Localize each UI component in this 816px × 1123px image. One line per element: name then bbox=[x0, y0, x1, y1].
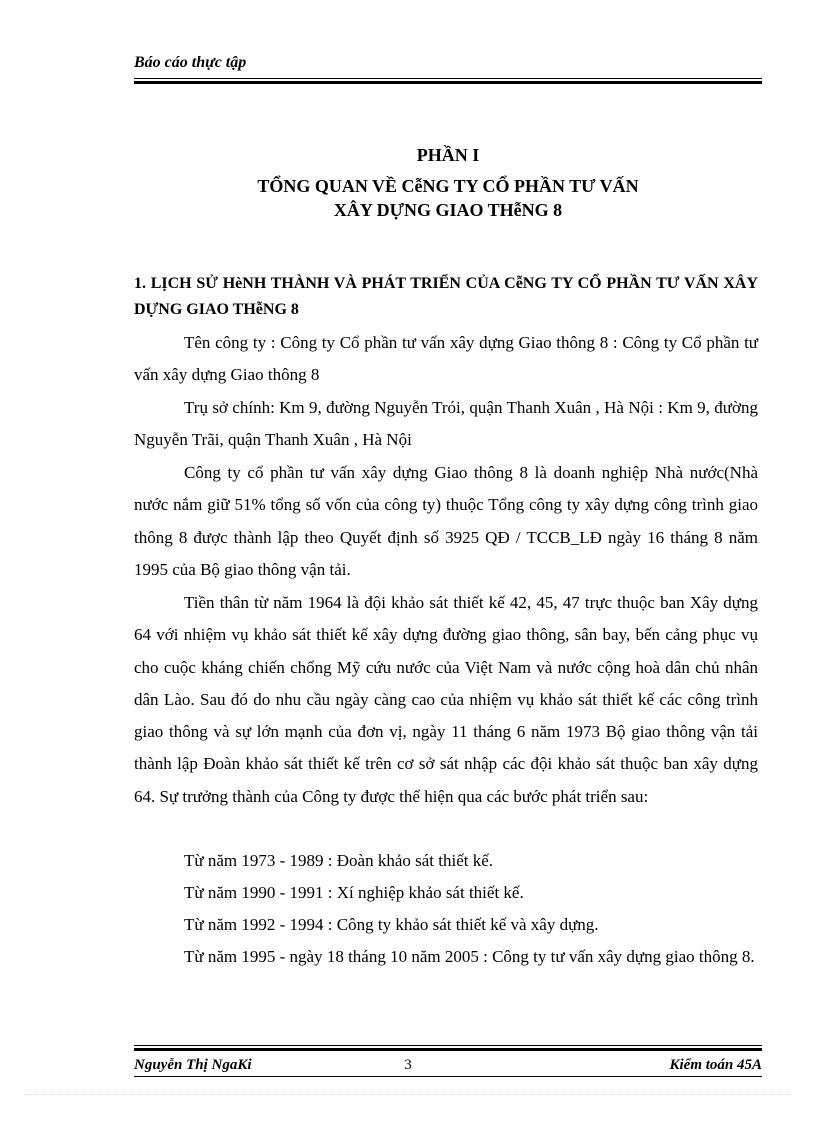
paragraph-company-name: Tên công ty : Công ty Cổ phần tư vấn xây dựng Giao thông 8 : Công ty Cổ phần tư vấn xây dựng Giao thông 8 bbox=[134, 333, 758, 385]
header-rule-thin bbox=[134, 78, 762, 79]
section-heading: 1. LỊCH SỬ HèNH THÀNH VÀ PHÁT TRIỂN CỦA CễNG TY CỔ PHẦN TƯ VẤN XÂY DỰNG GIAO THễNG 8 bbox=[134, 275, 758, 318]
paragraph-stage-3: Từ năm 1992 - 1994 : Công ty khảo sát thiết kế và xây dựng. bbox=[184, 915, 599, 934]
footer-bottom-rule bbox=[134, 1076, 762, 1077]
paragraph-history: Tiền thân từ năm 1964 là đội khảo sát thiết kế 42, 45, 47 trực thuộc ban Xây dựng 64 với nhiệm vụ khảo sát thiết kế xây dựng đường giao thông, sân bay, bến cảng phục vụ cho cuộc kháng chiến chống Mỹ cứu nước của Việt Nam và nước cộng hoà dân chủ nhân dân Lào. Sau đó do nhu cầu ngày càng cao của nhiệm vụ khảo sát thiết kế các công trình giao thông và sự lớn mạnh của đơn vị, ngày 11 tháng 6 năm 1973 Bộ giao thông vận tải thành lập Đoàn khảo sát thiết kế trên cơ sở sát nhập các đội khảo sát thuộc ban xây dựng 64. Sự trưởng thành của Công ty được thể hiện qua các bước phát triển sau: bbox=[134, 593, 758, 806]
part-title-line2: XÂY DỰNG GIAO THễNG 8 bbox=[333, 200, 563, 220]
part-title-line1: TỔNG QUAN VỀ CễNG TY CỔ PHẦN TƯ VẤN bbox=[257, 176, 639, 196]
part-label: PHẦN I bbox=[416, 145, 480, 165]
page-bottom-dotted-line bbox=[24, 1094, 792, 1095]
header-title: Báo cáo thực tập bbox=[134, 54, 247, 71]
page-number: 3 bbox=[404, 1057, 412, 1073]
footer-rule-thick bbox=[134, 1048, 762, 1051]
paragraph-stage-1: Từ năm 1973 - 1989 : Đoàn khảo sát thiết kế. bbox=[184, 851, 494, 870]
footer-rule-thin bbox=[134, 1045, 762, 1046]
footer-class: Kiểm toán 45A bbox=[669, 1057, 762, 1073]
footer-author: Nguyễn Thị NgaKi bbox=[134, 1057, 252, 1073]
header-rule-thick bbox=[134, 81, 762, 84]
paragraph-head-office: Trụ sở chính: Km 9, đường Nguyễn Trói, quận Thanh Xuân , Hà Nội : Km 9, đường Nguyễn Trãi, quận Thanh Xuân , Hà Nội bbox=[134, 398, 758, 450]
paragraph-company-intro: Công ty cổ phần tư vấn xây dựng Giao thông 8 là doanh nghiệp Nhà nước(Nhà nước nắm giữ 51% tổng số vốn của công ty) thuộc Tổng công ty xây dựng công trình giao thông 8 được thành lập theo Quyết định số 3925 QĐ / TCCB_LĐ ngày 16 tháng 8 năm 1995 của Bộ giao thông vận tải. bbox=[134, 463, 758, 579]
paragraph-stage-4: Từ năm 1995 - ngày 18 tháng 10 năm 2005 : Công ty tư vấn xây dựng giao thông 8. bbox=[184, 947, 755, 966]
paragraph-stage-2: Từ năm 1990 - 1991 : Xí nghiệp khảo sát thiết kế. bbox=[184, 883, 524, 902]
